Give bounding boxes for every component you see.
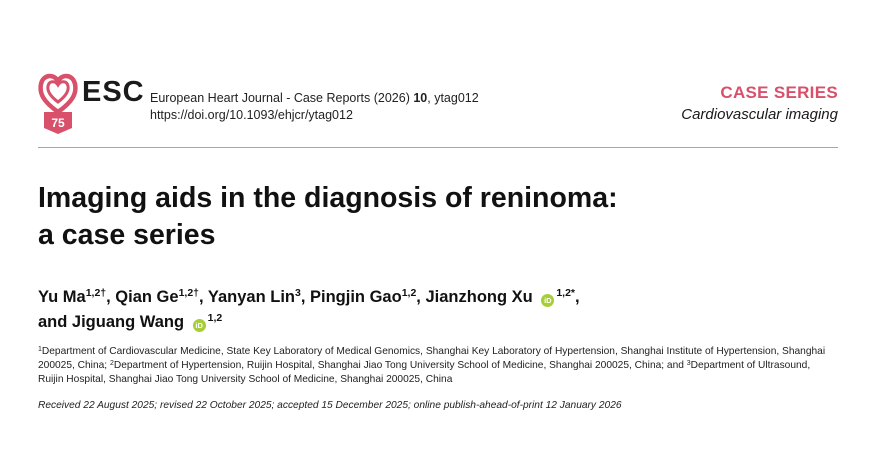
- author-affiliation: 1,2: [401, 287, 417, 299]
- affiliation-number: 2: [109, 360, 114, 367]
- author-conjunction: and: [38, 313, 72, 331]
- affiliation-number: 1: [38, 346, 42, 353]
- author-line-2: [38, 310, 838, 335]
- esc-logo-text: ESC: [82, 76, 145, 108]
- author-separator: ,: [199, 288, 208, 306]
- esc-heart-logo-icon: [38, 72, 78, 134]
- author-list: [38, 285, 838, 335]
- doi-link[interactable]: https://doi.org/10.1093/ehjcr/ytag012: [150, 108, 353, 122]
- author-name[interactable]: Jiguang Wang: [71, 313, 185, 331]
- author-separator: ,: [106, 288, 116, 306]
- author-separator: ,: [300, 288, 311, 306]
- author-name[interactable]: Pingjin Gao: [310, 288, 402, 306]
- affiliations: [38, 345, 838, 387]
- title-line-1: Imaging aids in the diagnosis of reninoma:: [38, 182, 618, 214]
- author-affiliation: 1,2†: [85, 287, 107, 299]
- series-block: [681, 82, 838, 126]
- series-subject: Cardiovascular imaging: [681, 106, 838, 123]
- orcid-icon[interactable]: iD: [541, 294, 554, 307]
- author-affiliation: 1,2*: [556, 287, 575, 299]
- journal-citation: [150, 90, 479, 124]
- author-name[interactable]: Qian Ge: [115, 288, 179, 306]
- author-name[interactable]: Jianzhong Xu: [425, 288, 533, 306]
- author-name[interactable]: Yanyan Lin: [207, 288, 295, 306]
- header-divider: [38, 147, 838, 148]
- author-affiliation: 3: [295, 287, 301, 299]
- author-affiliation: 1,2: [207, 312, 223, 324]
- journal-volume: 10: [413, 91, 428, 105]
- journal-name: European Heart Journal - Case Reports (2026): [150, 91, 410, 105]
- series-label: CASE SERIES: [720, 83, 838, 102]
- author-line-1: [38, 285, 838, 310]
- affiliation-text: Department of Cardiovascular Medicine, State Key Laboratory of Medical Genomics, Shanghai Key Laboratory of Hypertension, Shanghai Institute of Hypertension, Shanghai 200025, China;: [38, 346, 826, 371]
- affiliation-text: Department of Ultrasound, Ruijin Hospital, Shanghai Jiao Tong University School of Medicine, Shanghai 200025, China: [38, 360, 811, 385]
- author-name[interactable]: Yu Ma: [38, 288, 86, 306]
- author-affiliation: 1,2†: [178, 287, 200, 299]
- author-separator: ,: [416, 288, 426, 306]
- orcid-icon[interactable]: iD: [193, 319, 206, 332]
- title-line-2: a case series: [38, 219, 216, 251]
- publication-dates: Received 22 August 2025; revised 22 October 2025; accepted 15 December 2025; online publish-ahead-of-print 12 January 2026: [38, 400, 622, 411]
- article-title: [38, 180, 838, 254]
- affiliation-number: 3: [686, 360, 691, 367]
- author-separator: ,: [575, 288, 580, 306]
- journal-line: [150, 90, 479, 107]
- affiliation-text: Department of Hypertension, Ruijin Hospital, Shanghai Jiao Tong University School of Medicine, Shanghai 200025, China; and: [113, 360, 687, 371]
- article-header: [38, 72, 838, 134]
- article-id: , ytag012: [427, 91, 479, 105]
- logo-badge: 75: [51, 116, 65, 130]
